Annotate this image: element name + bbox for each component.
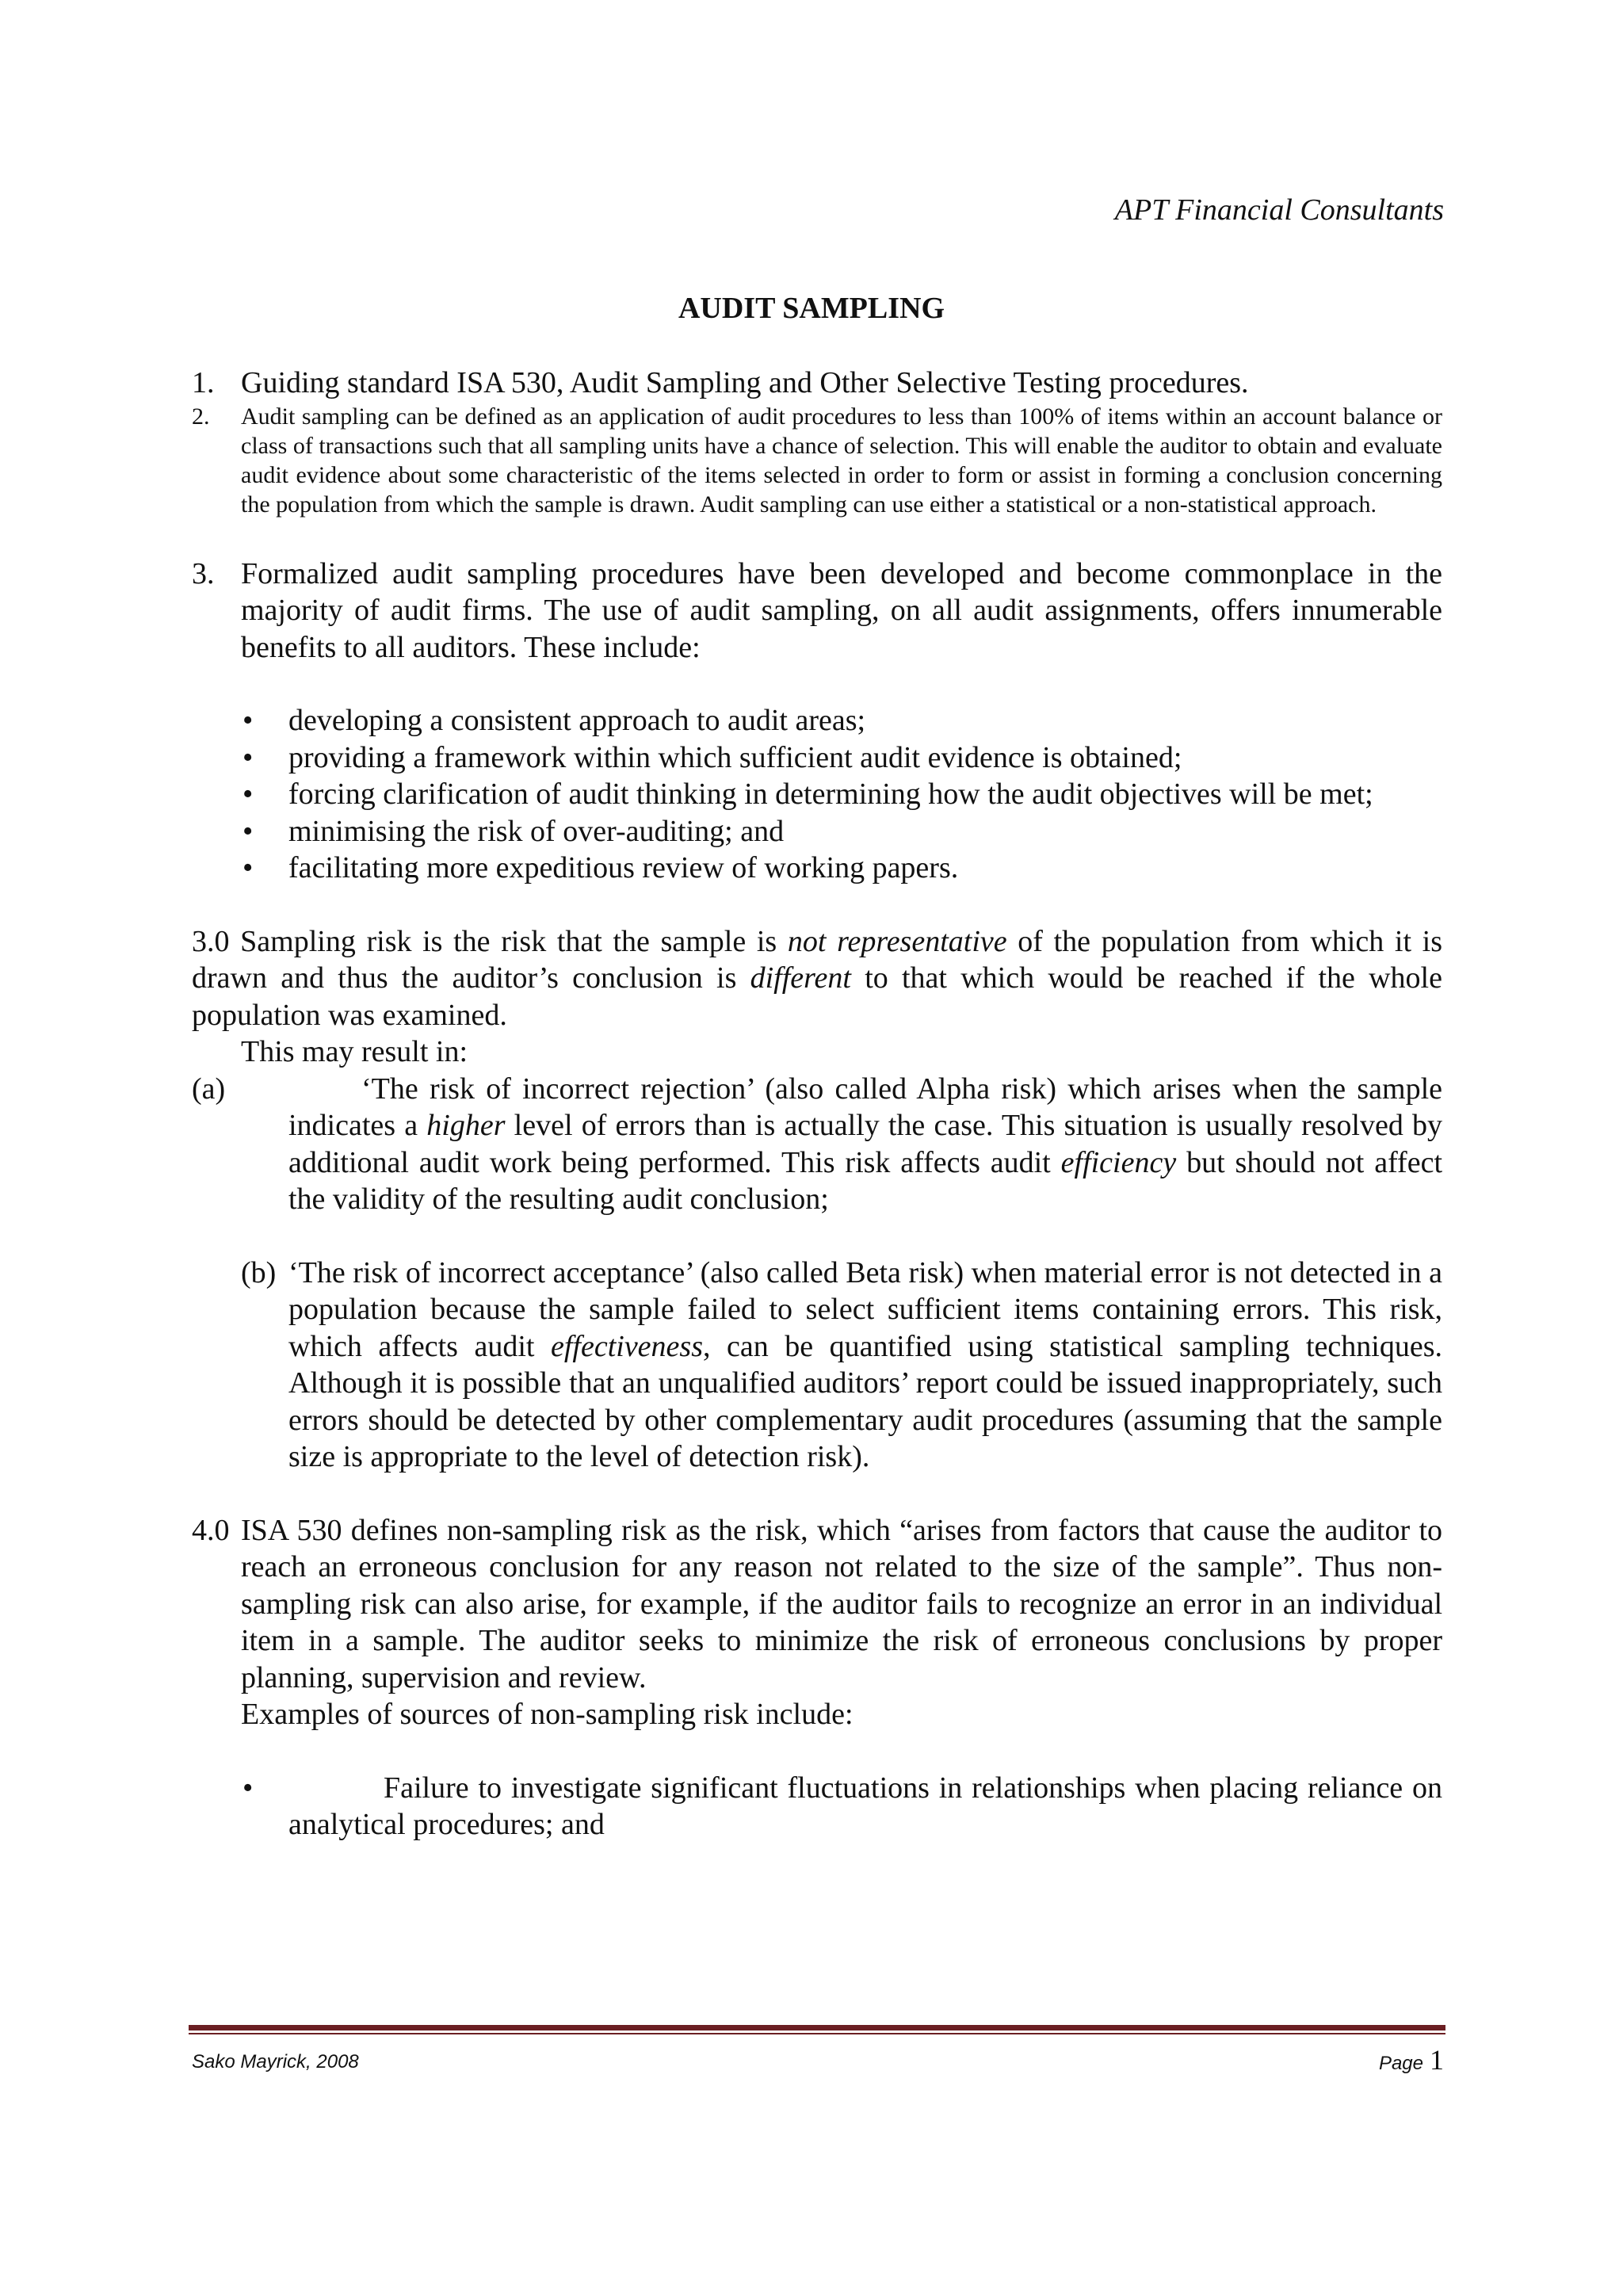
- benefits-list: [192, 702, 1442, 887]
- sampling-risk-paragraph: 3.0 Sampling risk is the risk that the sample is not representative of the population from which it is drawn and thus the auditor’s conclusion is different to that which would be reached if the whole population was examined.: [192, 924, 1442, 1032]
- item-3: [192, 556, 1442, 667]
- risk-item-b: (b) ‘The risk of incorrect acceptance’ (also called Beta risk) when material error is not detected in a population because the sample failed to select sufficient items containing errors. This risk, which affects audit effectiveness, can be quantified using statistical sampling techniques. Although it is possible that an unqualified auditors’ report could be issued inappropriately, such errors should be detected by other complementary audit procedures (assuming that the sample size is appropriate to the level of detection risk).: [241, 1255, 1442, 1473]
- item-number: 1.: [192, 366, 215, 399]
- list-item: • facilitating more expeditious review of working papers.: [192, 850, 1442, 887]
- list-item: • forcing clarification of audit thinking in determining how the audit objectives will be met;: [192, 776, 1442, 813]
- footer-page: [1379, 2043, 1444, 2076]
- footer-divider-thin: [189, 2033, 1445, 2034]
- item-number: 2.: [192, 403, 210, 430]
- risk-item-a: (a) ‘The risk of incorrect rejection’ (also called Alpha risk) which arises when the sample indicates a higher level of errors than is actually the case. This situation is usually resolved by additional audit work being performed. This risk affects audit efficiency but should not affect the validity of the resulting audit conclusion;: [192, 1072, 1442, 1216]
- list-item: • minimising the risk of over-auditing; and: [192, 813, 1442, 850]
- footer-divider-thick: [189, 2025, 1445, 2030]
- list-item: • Failure to investigate significant fluctuations in relationships when placing reliance on analytical procedures; and: [242, 1771, 1442, 1841]
- bullet-icon: •: [242, 1771, 254, 1805]
- list-item: • providing a framework within which sufficient audit evidence is obtained;: [192, 739, 1442, 777]
- non-sampling-examples-list: [192, 1770, 1442, 1843]
- bullet-icon: •: [242, 851, 254, 884]
- bullet-icon: •: [242, 814, 254, 848]
- item-label: (b): [241, 1255, 277, 1289]
- sampling-risk-intro: This may result in:: [241, 1035, 468, 1068]
- bullet-icon: •: [242, 777, 254, 811]
- item-number: 4.0: [192, 1513, 230, 1547]
- document-body: [192, 365, 1442, 1843]
- page-title: AUDIT SAMPLING: [678, 292, 945, 325]
- non-sampling-risk-paragraph: [192, 1512, 1442, 1697]
- item-label: (a): [192, 1072, 226, 1106]
- company-header: APT Financial Consultants: [1114, 193, 1444, 227]
- item-number: 3.: [192, 556, 215, 590]
- item-2: [192, 402, 1442, 519]
- footer-author: Sako Mayrick, 2008: [192, 2051, 359, 2073]
- list-item: • developing a consistent approach to audit areas;: [192, 702, 1442, 739]
- bullet-icon: •: [242, 740, 254, 774]
- item-1: [192, 365, 1442, 402]
- item-text: Formalized audit sampling procedures have been developed and become commonplace in the majority of audit firms. The use of audit sampling, on all audit assignments, offers innumerable benefits to all auditors. These include:: [241, 556, 1442, 664]
- page-number: 1: [1430, 2044, 1444, 2076]
- item-text: Guiding standard ISA 530, Audit Sampling and Other Selective Testing procedures.: [241, 366, 1249, 399]
- bullet-icon: •: [242, 704, 254, 737]
- item-text: ISA 530 defines non-sampling risk as the risk, which “arises from factors that cause the auditor to reach an erroneous conclusion for any reason not related to the size of the sample”. Thus non-sampling risk can also arise, for example, if the auditor fails to recognize an error in an individual item in a sample. The auditor seeks to minimize the risk of erroneous conclusions by proper planning, supervision and review.: [241, 1513, 1442, 1694]
- examples-intro: Examples of sources of non-sampling risk include:: [241, 1698, 854, 1731]
- page-label: Page: [1378, 2053, 1423, 2074]
- item-text: Audit sampling can be defined as an application of audit procedures to less than 100% of items within an account balance or class of transactions such that all sampling units have a chance of selection. This will enable the auditor to obtain and evaluate audit evidence about some characteristic of the items selected in order to form or assist in forming a conclusion concerning the population from which the sample is drawn. Audit sampling can use either a statistical or a non-statistical approach.: [241, 403, 1442, 518]
